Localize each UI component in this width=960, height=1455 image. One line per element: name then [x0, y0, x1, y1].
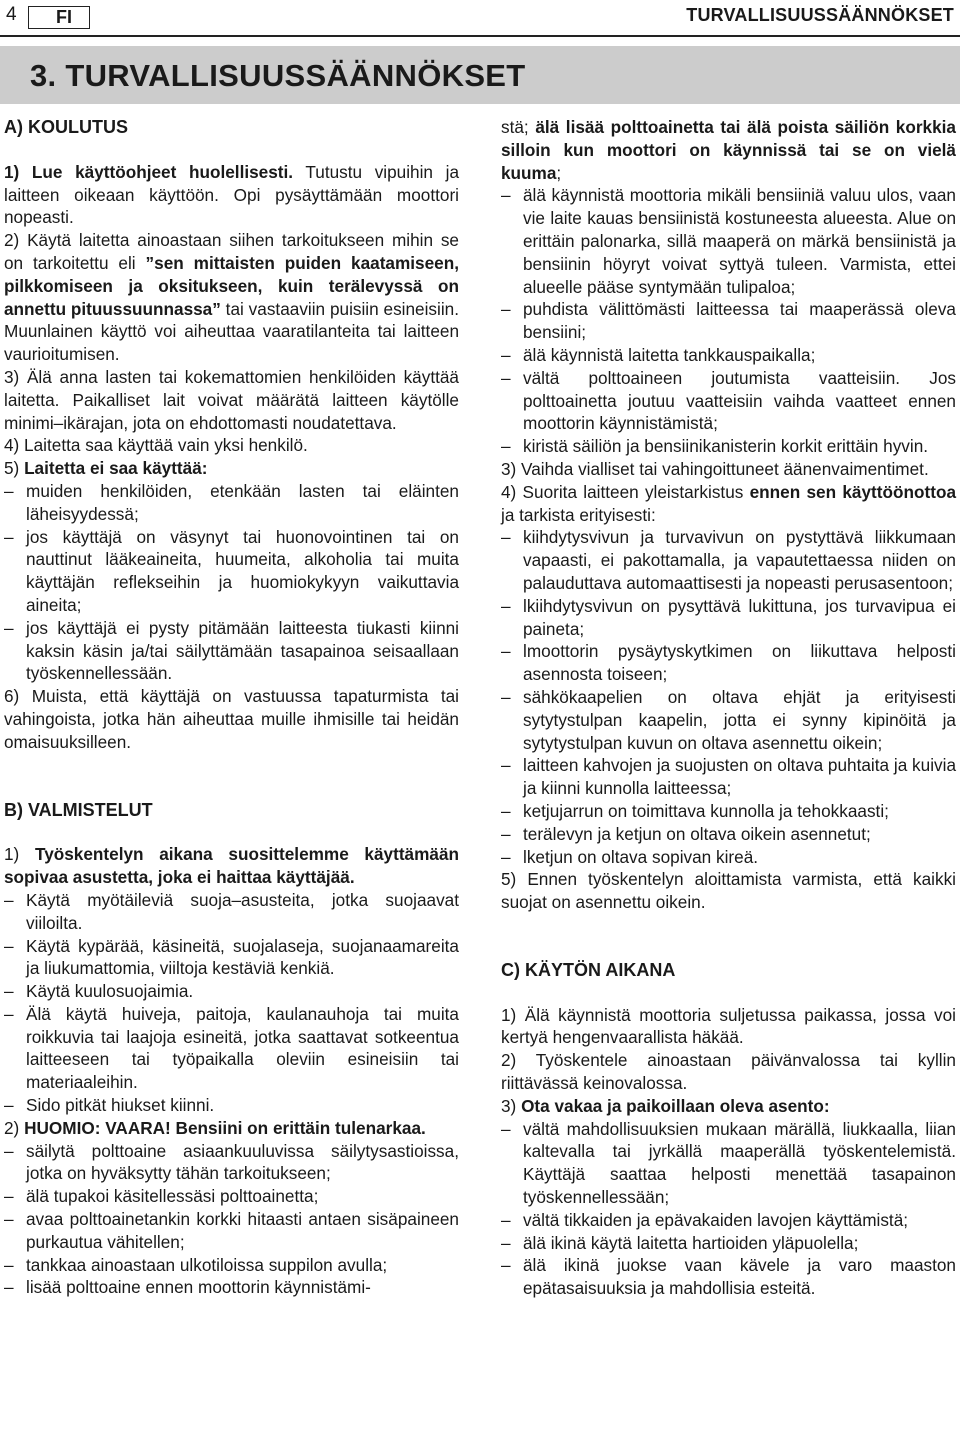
a1-bold: 1) Lue käyttöohjeet huolellisesti.: [4, 161, 294, 182]
a5-bold: Laitetta ei saa käyttää:: [24, 458, 208, 479]
list-item: – lmoottorin pysäytyskytkimen on liikuttava helposti asennosta toiseen;: [501, 640, 956, 686]
paragraph-a2: [4, 229, 459, 366]
header-divider: [0, 35, 960, 37]
language-badge: FI: [28, 6, 90, 29]
paragraph-c2: 2) Työskentele ainoastaan päivänvalossa tai kyllin riittävässä keinovalossa.: [501, 1050, 956, 1094]
paragraph-b4: [501, 481, 956, 527]
list-item: – älä käynnistä laitetta tankkauspaikalla;: [501, 344, 956, 367]
right-column: [501, 116, 956, 1300]
paragraph-a3: 3) Älä anna lasten tai kokemattomien henkilöiden käyttää laitetta. Paikalliset lait voivat määrätä laitteen käytölle minimi–ikärajan, jota on ehdottomasti noudatettava.: [4, 366, 459, 433]
list-item: – sähkökaapelien on oltava ehjät ja erityisesti sytytystulpan kaapelin, jotta ei synny kipinöitä ja sytytystulpan kuvun on oltava asennettu oikein;: [501, 686, 956, 754]
list-item: – kiihdytysvivun ja turvavivun on pystyttävä liikkumaan vapaasti, ei pakottamalla, ja vapautettaessa niiden on palauduttava automaattisesti ja nopeasti perusasentoon;: [501, 526, 956, 594]
list-item: – lkiihdytysvivun on pysyttävä lukittuna, jos turvavipua ei paineta;: [501, 595, 956, 641]
spacer: [4, 754, 459, 799]
b2-bold: HUOMIO: VAARA! Bensiini on erittäin tulenarkaa.: [24, 1117, 426, 1138]
list-item: – lisää polttoaine ennen moottorin käynnistämi-: [4, 1276, 459, 1299]
section-title: 3. TURVALLISUUSSÄÄNNÖKSET: [0, 46, 960, 104]
a2-bold: ”sen mittaisten puiden kaatamiseen, pilkkomiseen ja oksitukseen, kuin terälevyssä on annettu pituussuunnassa”: [4, 252, 459, 319]
c3-number: 3): [501, 1095, 522, 1116]
heading-c-kaytonaikana: C) KÄYTÖN AIKANA: [501, 959, 676, 980]
paragraph-b1: [4, 843, 459, 889]
list-item: – Käytä kypärää, käsineitä, suojalaseja, suojanaamareita ja liukumattomia, viiltoja kestäviä kenkiä.: [4, 935, 459, 981]
paragraph-a5: [4, 457, 459, 480]
list-item: – älä tupakoi käsitellessäsi polttoainetta;: [4, 1185, 459, 1208]
paragraph-c1: 1) Älä käynnistä moottoria suljetussa paikassa, jossa voi kertyä hengenvaarallista häkää.: [501, 1004, 956, 1048]
paragraph-continuation: [501, 116, 956, 184]
list-item: – avaa polttoainetankin korkki hitaasti antaen sisäpaineen purkautua vähitellen;: [4, 1208, 459, 1254]
list-item: – älä ikinä juokse vaan kävele ja varo maaston epätasaisuuksia ja mahdollisia esteitä.: [501, 1254, 956, 1300]
list-item: – tankkaa ainoastaan ulkotiloissa suppilon avulla;: [4, 1254, 459, 1277]
running-header-title: TURVALLISUUSSÄÄNNÖKSET: [686, 5, 954, 25]
b4-text-2: ja tarkista erityisesti:: [501, 504, 656, 525]
spacer: [501, 982, 956, 1004]
continuation-bold: älä lisää polttoainetta tai älä poista säiliön korkkia silloin kun moottori on käynnissä tai se on vielä kuuma: [501, 117, 956, 183]
heading-b-valmistelut: B) VALMISTELUT: [4, 799, 153, 820]
c3-bold: Ota vakaa ja paikoillaan oleva asento:: [521, 1095, 830, 1116]
list-item: – laitteen kahvojen ja suojusten on oltava puhtaita ja kuivia ja kiinni kunnolla laitteessa;: [501, 754, 956, 800]
list-item: – jos käyttäjä on väsynyt tai huonovointinen tai on nauttinut lääkeaineita, huumeita, alkoholia tai muita käyttäjän reflekseihin ja huomiokykyyn vaikuttavia aineita;: [4, 526, 459, 617]
spacer: [501, 914, 956, 959]
a5-number: 5): [4, 458, 25, 479]
a2-text-2: tai vastaaviin puisiin esineisiin. Muunlainen käyttö voi aiheuttaa vaaratilanteita tai laitteen vaurioitumisen.: [4, 298, 459, 365]
list-item: – vältä polttoaineen joutumista vaatteisiin. Jos polttoainetta joutuu vaatteisiin vaihda vaatteet ennen moottorin käynnistämistä;: [501, 367, 956, 435]
continuation-text-2: ;: [556, 162, 562, 183]
list-item: – ketjujarrun on toimittava kunnolla ja tehokkaasti;: [501, 800, 956, 823]
b4-bold: ennen sen käyttöönottoa: [749, 481, 956, 502]
list-item: – Käytä myötäileviä suoja–asusteita, jotka suojaavat viiloilta.: [4, 889, 459, 935]
list-item: – vältä mahdollisuuksien mukaan märällä, liukkaalla, liian kaltevalla tai jyrkällä maaperällä työskentelemistä. Käyttäjä saattaa helposti menettää tasapainon työskennellessään;: [501, 1118, 956, 1209]
a1-text: Tutustu vipuihin ja laitteen oikeaan käyttöön. Opi pysäyttämään moottori nopeasti.: [4, 161, 459, 228]
list-item: – jos käyttäjä ei pysty pitämään laitteesta tiukasti kiinni kaksin käsin ja/tai säilyttämään tasapainoa seisaallaan työskennellessään.: [4, 617, 459, 685]
b1-number: 1): [4, 844, 35, 865]
list-item: – säilytä polttoaine asiaankuuluvissa säilytysastioissa, jotka on hyväksytty tähän tarkoitukseen;: [4, 1140, 459, 1186]
list-item: – vältä tikkaiden ja epävakaiden lavojen käyttämistä;: [501, 1209, 956, 1232]
b2-number: 2): [4, 1117, 25, 1138]
b4-text-1: 4) Suorita laitteen yleistarkistus: [501, 481, 750, 502]
b1-bold: Työskentelyn aikana suosittelemme käyttämään sopivaa asustetta, joka ei haittaa käyttäjää.: [4, 844, 460, 888]
paragraph-b2: [4, 1117, 459, 1140]
list-item: – muiden henkilöiden, etenkään lasten tai eläinten läheisyydessä;: [4, 480, 459, 526]
list-item: – kiristä säiliön ja bensiinikanisterin korkit erittäin hyvin.: [501, 435, 956, 458]
spacer: [4, 139, 459, 161]
paragraph-a6: 6) Muista, että käyttäjä on vastuussa tapaturmista tai vahingoista, jotka hän aiheuttaa muille ihmisille tai heidän omaisuuksilleen.: [4, 686, 459, 752]
paragraph-b3: 3) Vaihda vialliset tai vahingoittuneet äänenvaimentimet.: [501, 458, 929, 479]
paragraph-a1: [4, 161, 459, 229]
page-number: 4: [6, 4, 17, 25]
list-item: – Sido pitkät hiukset kiinni.: [4, 1094, 459, 1117]
list-item: – terälevyn ja ketjun on oltava oikein asennetut;: [501, 823, 956, 846]
paragraph-c3: [501, 1095, 956, 1118]
heading-a-koulutus: A) KOULUTUS: [4, 117, 128, 137]
list-item: – Käytä kuulosuojaimia.: [4, 980, 459, 1003]
list-item: – lketjun on oltava sopivan kireä.: [501, 846, 956, 869]
continuation-text-1: stä;: [501, 117, 536, 137]
page-header: [0, 0, 960, 40]
list-item: – älä ikinä käytä laitetta hartioiden yläpuolella;: [501, 1232, 956, 1255]
left-column: [4, 116, 459, 1299]
spacer: [4, 821, 459, 843]
paragraph-a4: 4) Laitetta saa käyttää vain yksi henkilö.: [4, 435, 308, 456]
list-item: – Älä käytä huiveja, paitoja, kaulanauhoja tai muita roikkuvia tai laajoja esineitä, jotka saattavat sotkeentua laitteeseen tai työpaikalla oleviin esineisiin tai materiaaleihin.: [4, 1003, 459, 1094]
list-item: – älä käynnistä moottoria mikäli bensiiniä valuu ulos, vaan vie laite kauas bensiinistä kostuneesta alueesta. Alue on erittäin palonarka, sillä maaperä on märkä bensiinistä ja bensiinin höyryt voivat syttyä tuleen. Varmista, ettei alueelle pääse syntymään tulipaloa;: [501, 184, 956, 298]
a2-text-1: 2) Käytä laitetta ainoastaan siihen tarkoitukseen mihin se on tarkoitettu eli: [4, 230, 459, 273]
paragraph-b5: 5) Ennen työskentelyn aloittamista varmista, että kaikki suojat on asennettu oikein.: [501, 869, 956, 913]
list-item: – puhdista välittömästi laitteessa tai maaperässä oleva bensiini;: [501, 298, 956, 344]
